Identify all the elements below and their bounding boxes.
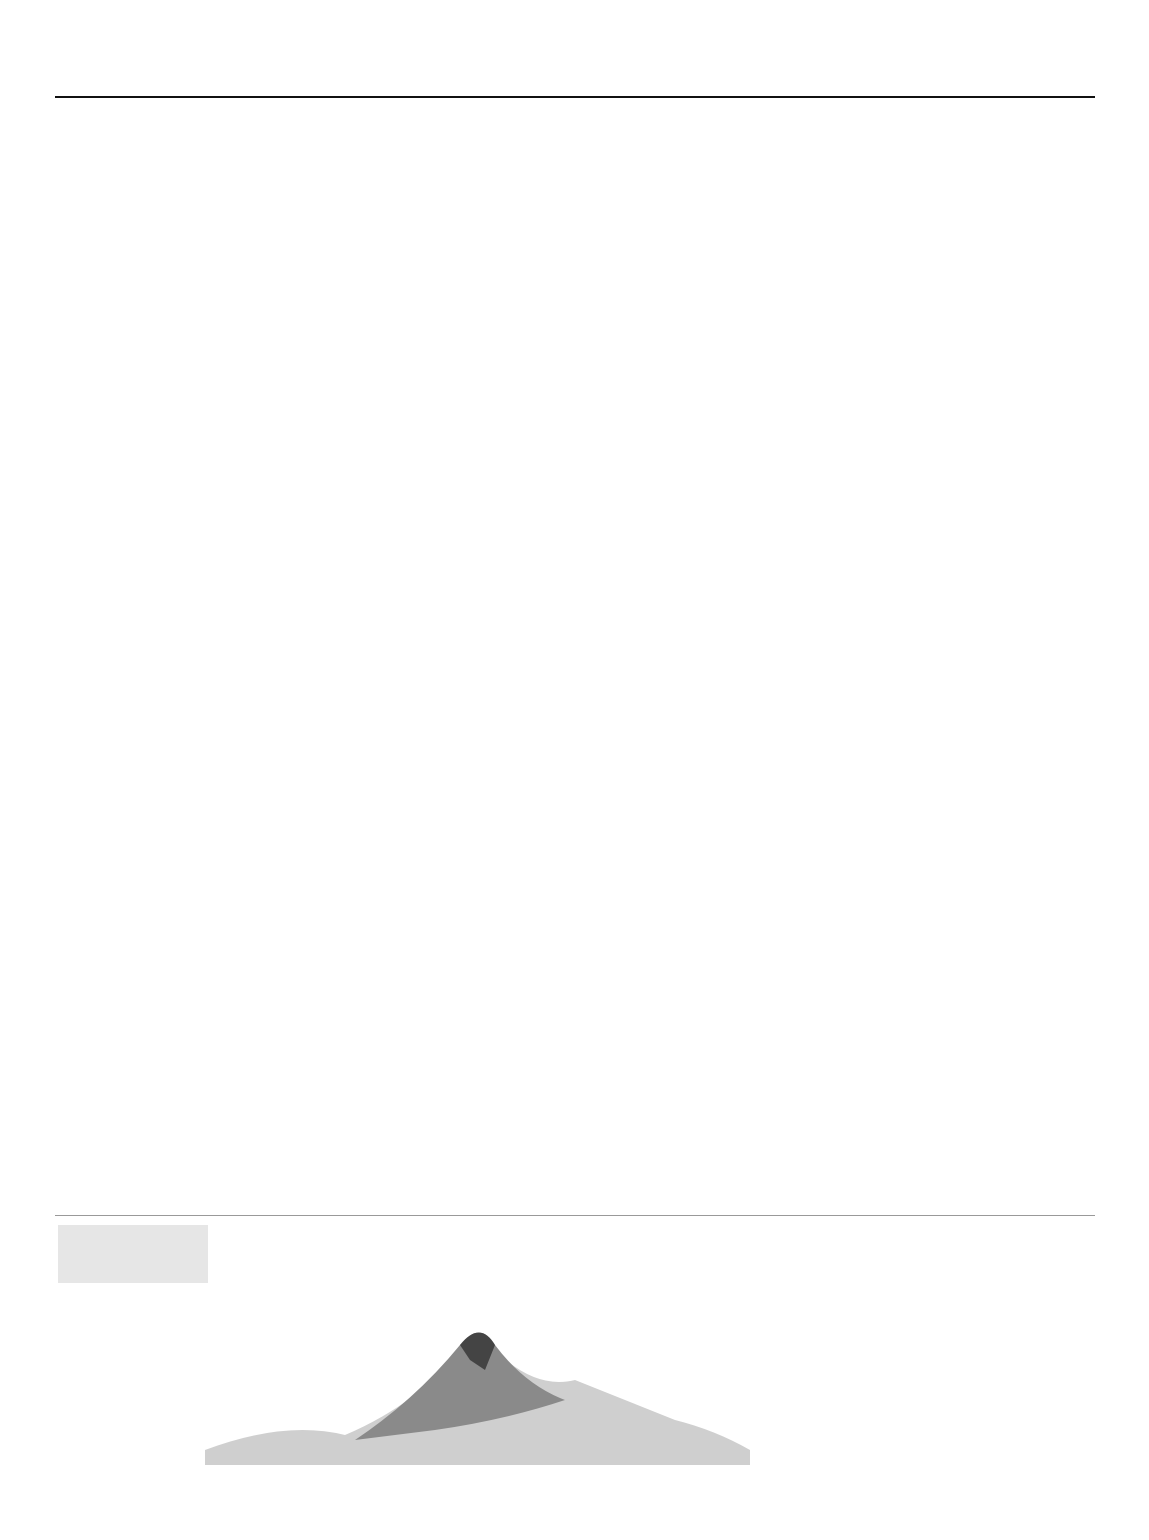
article-column-1	[58, 200, 293, 1212]
series-box	[58, 1225, 208, 1283]
small-column-2	[380, 1465, 550, 1540]
article-column-3	[585, 200, 820, 1212]
section-divider	[55, 1215, 1095, 1216]
article-column-2	[318, 200, 553, 1212]
small-column-1	[230, 1465, 400, 1540]
small-column-3	[580, 1465, 750, 1540]
article-column-4	[845, 200, 1095, 1212]
masthead	[55, 50, 1095, 98]
mid-right-column	[758, 1325, 928, 1339]
right-commentary	[935, 1300, 1093, 1470]
poem-raksan	[58, 1295, 243, 1303]
mountain-illustration	[205, 1300, 750, 1465]
